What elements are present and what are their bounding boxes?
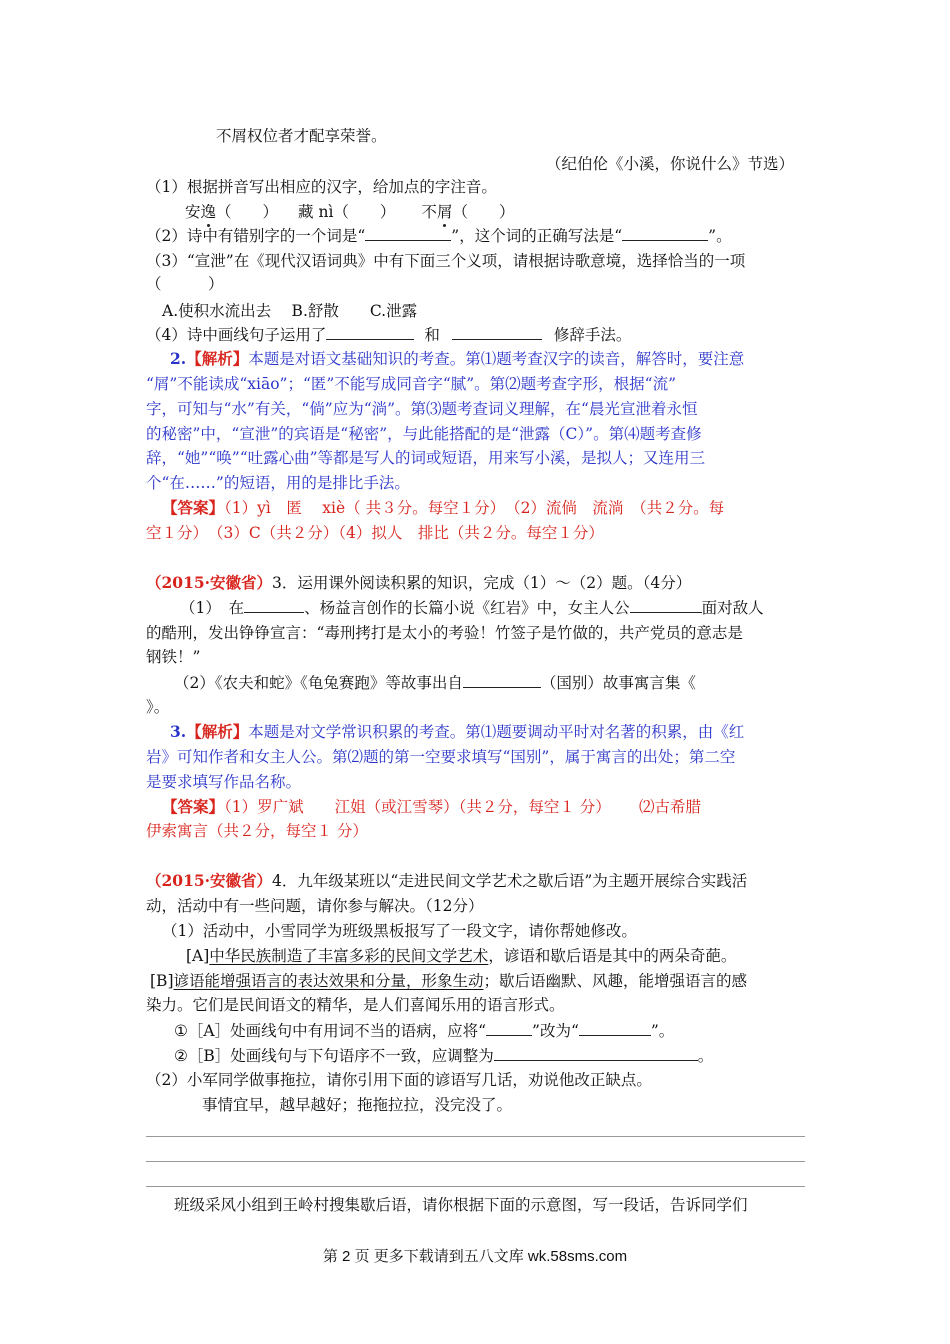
q4-a-rest: ，谚语和歇后语是其中的两朵奇葩。 (488, 947, 737, 965)
q3-stem-text: 3．运用课外阅读积累的知识，完成（1）～（2）题。（4分） (272, 574, 692, 592)
q3-answer-line (162, 796, 701, 818)
q2-answer-tag: 【答案】 (162, 498, 225, 517)
word-bu: 不 (421, 203, 437, 221)
word-xie-paren: （ ） (452, 203, 515, 221)
q2-analysis-line (170, 348, 744, 370)
word-an: 安 (185, 203, 201, 221)
q2-analysis-tag: 【解析】 (186, 349, 249, 368)
q4-source: （2015·安徽省） (146, 871, 273, 890)
q2-part2-blank2[interactable] (622, 225, 708, 241)
q3-source: （2015·安徽省） (146, 573, 273, 592)
q4-a-underlined: 中华民族制造了丰富多彩的民间文学艺术 (209, 947, 489, 965)
q2-analysis-line: 字，可知与“水”有关，“倘”应为“淌”。第⑶题考查词义理解，在“晨光宣泄着永恒 (146, 400, 698, 418)
q2-part3-options: A.使积水流出去 B.舒散 C.泄露 (162, 302, 418, 320)
q2-analysis-line: “屑”不能读成“xiāo”；“匿”不能写成同音字“腻”。第⑵题考查字形，根据“流” (146, 375, 677, 393)
q4-sub2 (174, 1045, 713, 1067)
q4-part1: （1）活动中，小雪同学为班级黑板报写了一段文字，请你帮她修改。 (162, 922, 637, 940)
answer-line[interactable] (146, 1161, 805, 1162)
q3-part2-text-b: （国别）故事寓言集《 (540, 674, 696, 692)
q4-sub1-text-b: ”改为“ (532, 1022, 579, 1040)
q3-part1-text-b: 、杨益言创作的长篇小说《红岩》中，女主人公 (304, 599, 630, 617)
answer-line[interactable] (146, 1186, 805, 1187)
q2-part1-words (185, 201, 514, 223)
q4-sub1-text-c: ”。 (650, 1022, 675, 1040)
word-yi-paren: （ ） (216, 203, 279, 221)
q2-part4-blank2[interactable] (452, 324, 542, 340)
q2-part3: （3）“宣泄”在《现代汉语词典》中有下面三个义项，请根据诗歌意境，选择恰当的一项 (146, 252, 746, 270)
q3-answer-line: 伊索寓言（共２分，每空１ 分） (146, 822, 368, 840)
word-yi-dotted: 逸 (200, 203, 217, 221)
q2-part4 (146, 324, 631, 346)
q4-sentence-b-line2: 染力。它们是民间语文的精华，是人们喜闻乐用的语言形式。 (146, 996, 565, 1014)
q3-answer-text: （1）罗广斌 江姐（或江雪琴）（共２分，每空１ 分） ⑵古希腊 (224, 798, 701, 816)
word-cang-ni: 藏 nì（ ） (298, 203, 396, 221)
q3-analysis-number: 3. (170, 722, 187, 741)
q3-part1-text-c: 面对敌人 (701, 599, 764, 617)
q4-sub2-text-b: 。 (697, 1047, 714, 1065)
q4-stem (146, 870, 747, 892)
q3-part2-blank1[interactable] (463, 672, 541, 688)
q3-part1-line3: 钢铁！” (146, 648, 201, 666)
q4-proverb: 事情宜早，越早越好；拖拖拉拉，没完没了。 (202, 1096, 513, 1114)
q4-sub1 (174, 1020, 674, 1042)
q2-part1: （1）根据拼音写出相应的汉字，给加点的字注音。 (146, 178, 497, 196)
q4-b-rest: ；歇后语幽默、风趣，能增强语言的感 (483, 972, 748, 990)
q3-part2 (174, 672, 696, 694)
poem-source: （纪伯伦《小溪，你说什么》节选） (546, 155, 795, 173)
q2-part4-text-c: 修辞手法。 (553, 326, 632, 344)
q4-sub1-blank1[interactable] (486, 1020, 532, 1036)
q4-b-underlined: 谚语能增强语言的表达效果和分量，形象生动 (173, 972, 484, 990)
q4-sub1-text-a: ①［A］处画线句中有用词不当的语病，应将“ (174, 1022, 487, 1040)
q4-next-paragraph: 班级采风小组到王岭村搜集歇后语，请你根据下面的示意图，写一段话，告诉同学们 (174, 1196, 748, 1214)
answer-line[interactable] (146, 1136, 805, 1137)
q4-part2: （2）小军同学做事拖拉，请你引用下面的谚语写几话，劝说他改正缺点。 (146, 1071, 652, 1089)
q3-part1 (180, 597, 764, 619)
q2-analysis-text: 本题是对语文基础知识的考查。第⑴题考查汉字的读音，解答时，要注意 (248, 350, 745, 368)
q2-part2-blank1[interactable] (365, 225, 451, 241)
q2-analysis-line: 辞，“她”“唤”“吐露心曲”等都是写人的词或短语，用来写小溪，是拟人；又连用三 (146, 449, 706, 467)
q4-sub2-blank[interactable] (494, 1045, 698, 1061)
word-xie-dotted: 屑 (436, 203, 453, 221)
q2-part2-text-b: ”，这个词的正确写法是“ (451, 227, 623, 245)
q2-answer-line: 空１分） （3）C（共２分）（4）拟人 排比（共２分。每空１分） (146, 524, 604, 542)
q3-analysis-tag: 【解析】 (186, 722, 249, 741)
q3-part2-text-a: （2）《农夫和蛇》《龟兔赛跑》等故事出自 (174, 674, 463, 692)
q2-analysis-number: 2. (170, 349, 187, 368)
q2-analysis-line: 个“在……”的短语，用的是排比手法。 (146, 474, 410, 492)
q2-part3-answer-paren: （ ） (146, 275, 224, 293)
q3-analysis-text: 本题是对文学常识积累的考查。第⑴题要调动平时对名著的积累，由《红 (248, 723, 745, 741)
q3-part2-line2: 》。 (146, 698, 170, 716)
q2-part2-text-a: （2）诗中有错别字的一个词是“ (146, 227, 366, 245)
q2-part2 (146, 225, 732, 247)
q2-part4-blank1[interactable] (326, 324, 414, 340)
q4-sentence-b (150, 970, 747, 992)
q2-answer-text: （1）yì 匿 xiè（ 共３分。每空１分） （2）流倘 流淌 （共２分。每 (224, 499, 725, 517)
q4-a-tag: [A] (186, 947, 210, 965)
q4-sub1-blank2[interactable] (579, 1020, 651, 1036)
q4-stem-line2: 动，活动中有一些问题，请你参与解决。（12分） (146, 897, 484, 915)
q2-part4-text-b: 和 (424, 326, 440, 344)
q3-part1-text-a: （1） 在 (180, 599, 245, 617)
page-footer: 第 2 页 更多下载请到五八文库 wk.58sms.com (322, 1248, 628, 1265)
q4-stem-text: 4．九年级某班以“走进民间文学艺术之歇后语”为主题开展综合实践活 (272, 872, 748, 890)
q4-b-tag: [B] (150, 972, 174, 990)
q3-part1-line2: 的酷刑，发出铮铮宣言：“毒刑拷打是太小的考验！竹签子是竹做的，共产党员的意志是 (146, 624, 743, 642)
q3-analysis-line: 是要求填写作品名称。 (146, 773, 302, 791)
poem-last-line: 不屑权位者才配享荣誉。 (216, 127, 387, 145)
q3-stem (146, 572, 691, 594)
q2-analysis-line: 的秘密”中，“宣泄”的宾语是“秘密”，与此能搭配的是“泄露（C）”。第⑷题考查修 (146, 425, 702, 443)
q4-sub2-text-a: ②［B］处画线句与下句语序不一致，应调整为 (174, 1047, 494, 1065)
q4-sentence-a (186, 945, 736, 967)
q2-part4-text-a: （4）诗中画线句子运用了 (146, 326, 327, 344)
q3-part1-blank2[interactable] (630, 597, 702, 613)
q3-analysis-line (170, 721, 744, 743)
q3-analysis-line: 岩》可知作者和女主人公。第⑵题的第一空要求填写“国别”，属于寓言的出处；第二空 (146, 748, 736, 766)
q2-answer-line (162, 497, 724, 519)
q2-part2-text-c: ”。 (708, 227, 732, 245)
q3-answer-tag: 【答案】 (162, 797, 225, 816)
q3-part1-blank1[interactable] (244, 597, 304, 613)
